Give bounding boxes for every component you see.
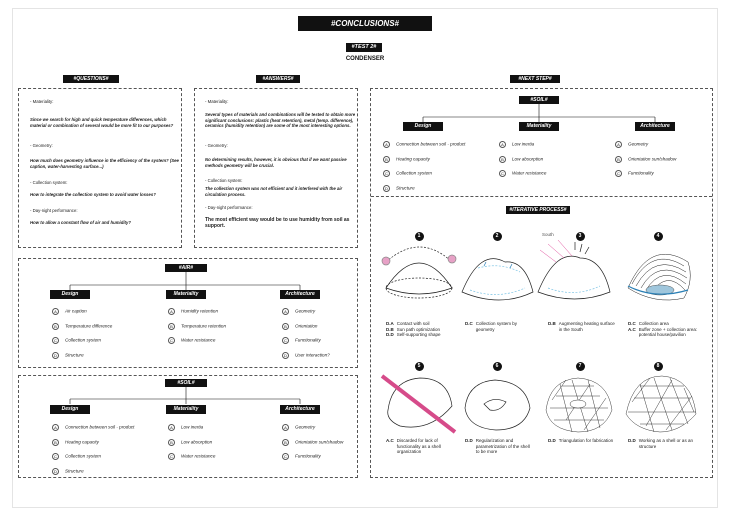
questions-label: - Day-night performance: <box>30 208 78 213</box>
caption-text: Regularization and parametrization of the shell to be more <box>475 438 530 454</box>
letter-circle-icon: A <box>52 308 59 315</box>
next-soil-title: #SOIL# <box>519 96 559 104</box>
air-item-label: Geometry <box>295 308 316 314</box>
letter-circle-icon: C <box>282 337 289 344</box>
south-label: South <box>542 232 554 237</box>
caption-code: D.C <box>628 321 636 326</box>
air-item-label: Temperature retention <box>181 323 227 329</box>
next-item-label: Low absorption <box>512 156 544 162</box>
questions-text: Since we search for high and quick temperature differences, which material or combination of several would be more fit to our purposes? <box>30 117 174 128</box>
caption-code: D.C <box>465 321 473 326</box>
caption-code: A.C <box>386 438 394 443</box>
next-step-title: #NEXT STEP# <box>510 75 560 83</box>
caption-code: D.D <box>465 438 473 443</box>
next-item-label: Collection system <box>396 170 432 176</box>
step-5-drawing <box>382 376 455 432</box>
answers-label: - Geometry: <box>205 143 228 148</box>
letter-circle-icon: D <box>52 468 59 475</box>
questions-label: - Collection system: <box>30 180 68 185</box>
air-title: #AIR# <box>165 264 207 272</box>
step-7-caption <box>548 438 616 444</box>
answers-label: - Collection system: <box>205 178 243 183</box>
letter-circle-icon: B <box>52 439 59 446</box>
caption-text: Collection system by geometry <box>475 321 518 332</box>
soil-item-label: Low absorption <box>181 439 213 445</box>
caption-code: D.A <box>386 321 394 326</box>
step-2-caption <box>465 321 533 332</box>
letter-circle-icon: C <box>615 170 622 177</box>
questions-title: #QUESTIONS# <box>63 75 119 83</box>
soil-col-architecture: Architecture <box>280 405 320 414</box>
caption-text: Sun path optimization <box>396 326 441 332</box>
air-col-architecture: Architecture <box>280 290 320 299</box>
soil-item-label: Heating capacity <box>65 439 99 445</box>
soil-item-label: Water resistance <box>181 453 216 459</box>
soil-item-label: Geometry <box>295 424 316 430</box>
questions-label: - Materiality: <box>30 99 54 104</box>
letter-circle-icon: A <box>615 141 622 148</box>
soil-col-materiality: Materiality <box>166 405 206 414</box>
soil-item-label: Functionality <box>295 453 321 459</box>
caption-code: D.D <box>628 438 636 443</box>
condenser-subtitle: CONDENSER <box>345 56 385 62</box>
air-item-label: Collection system <box>65 337 101 343</box>
air-item-label: Functionality <box>295 337 321 343</box>
step-3-number: 3 <box>576 232 585 241</box>
step-8-number: 8 <box>654 362 663 371</box>
air-item-label: User interaction? <box>295 352 330 358</box>
letter-circle-icon: A <box>168 308 175 315</box>
caption-text: Discarded for lack of functionality as a shell organization <box>396 438 441 454</box>
test-badge: #TEST 2# <box>346 43 382 52</box>
letter-circle-icon: D <box>383 185 390 192</box>
step-3-drawing <box>538 240 610 299</box>
letter-circle-icon: B <box>168 323 175 330</box>
next-item-label: Low inertia <box>512 141 535 147</box>
air-item-label: Water resistance <box>181 337 216 343</box>
letter-circle-icon: C <box>282 453 289 460</box>
next-item-label: Water resistance <box>512 170 547 176</box>
caption-code: D.D <box>386 332 394 337</box>
answers-label: - Day-night performance: <box>205 205 253 210</box>
caption-line <box>548 321 616 332</box>
questions-text: How to integrate the collection system to avoid water losses? <box>30 192 156 197</box>
caption-text: Contact with soil <box>396 321 430 326</box>
step-7-number: 7 <box>576 362 585 371</box>
caption-code: D.D <box>548 438 556 443</box>
air-item-label: Structure <box>65 352 84 358</box>
step-4-caption <box>628 321 706 338</box>
letter-circle-icon: C <box>52 453 59 460</box>
caption-line <box>548 438 616 444</box>
step-8-drawing <box>626 376 696 432</box>
caption-text: Collection area <box>638 321 669 326</box>
letter-circle-icon: C <box>52 337 59 344</box>
next-item-label: Orientation sun/shadow <box>628 156 677 162</box>
soil-item-label: Orientation sun/shadow <box>295 439 344 445</box>
air-item-label: Orientation <box>295 323 318 329</box>
step-8-caption <box>628 438 706 449</box>
answers-title: #ANSWERS# <box>256 75 300 83</box>
letter-circle-icon: C <box>383 170 390 177</box>
step-5-caption <box>386 438 454 455</box>
caption-text: Triangulation for fabrication <box>558 438 614 443</box>
caption-text: Working as a shell or as an structure <box>638 438 693 449</box>
letter-circle-icon: A <box>52 424 59 431</box>
questions-text: How to allow a constant flow of air and humidity? <box>30 220 131 225</box>
answers-text: The collection system was not efficient and it interfered with the air circulation process. <box>205 186 343 197</box>
step-4-number: 4 <box>654 232 663 241</box>
letter-circle-icon: A <box>383 141 390 148</box>
letter-circle-icon: B <box>615 156 622 163</box>
caption-line <box>628 327 706 338</box>
conclusions-title: #CONCLUSIONS# <box>298 16 432 31</box>
air-col-design: Design <box>50 290 90 299</box>
next-item-label: Structure <box>396 185 415 191</box>
next-col-materiality: Materiality <box>519 122 559 131</box>
step-2-number: 2 <box>493 232 502 241</box>
step-6-number: 6 <box>493 362 502 371</box>
step-4-drawing <box>628 254 690 300</box>
iterative-title: #ITERATIVE PROCESS# <box>506 206 570 214</box>
answers-label: - Materiality: <box>205 99 229 104</box>
letter-circle-icon: B <box>383 156 390 163</box>
step-1-caption <box>386 321 454 338</box>
air-item-label: Temperature difference <box>65 323 113 329</box>
letter-circle-icon: A <box>282 424 289 431</box>
next-item-label: Connection between soil - product <box>396 141 466 147</box>
letter-circle-icon: A <box>282 308 289 315</box>
caption-line <box>386 332 454 338</box>
caption-code: D.B <box>548 321 556 326</box>
letter-circle-icon: C <box>168 337 175 344</box>
step-7-drawing <box>546 378 612 432</box>
soil-item-label: Structure <box>65 468 84 474</box>
air-item-label: Humidity retention <box>181 308 219 314</box>
air-item-label: Air caption <box>65 308 87 314</box>
letter-circle-icon: D <box>52 352 59 359</box>
soil-item-label: Connection between soil - product <box>65 424 135 430</box>
letter-circle-icon: C <box>499 170 506 177</box>
next-item-label: Geometry <box>628 141 649 147</box>
questions-label: - Geometry: <box>30 143 53 148</box>
air-col-materiality: Materiality <box>166 290 206 299</box>
caption-line <box>465 321 533 332</box>
step-6-caption <box>465 438 533 455</box>
letter-circle-icon: B <box>52 323 59 330</box>
caption-text: Buffer zone + collection area: potential house/pavilion <box>638 326 698 337</box>
caption-text: Augmenting heating surface in the South <box>558 321 615 332</box>
step-1-dome-drawing <box>382 247 456 298</box>
letter-circle-icon: C <box>168 453 175 460</box>
questions-text: How much does geometry influence in the efficiency of the system? (See caption, water-harvesting surface...) <box>30 158 179 169</box>
caption-text: Self-supporting shape <box>396 332 441 337</box>
soil-item-label: Low inertia <box>181 424 204 430</box>
caption-line <box>386 438 454 455</box>
step-5-number: 5 <box>415 362 424 371</box>
letter-circle-icon: B <box>499 156 506 163</box>
letter-circle-icon: D <box>282 352 289 359</box>
step-1-number: 1 <box>415 232 424 241</box>
letter-circle-icon: B <box>282 439 289 446</box>
letter-circle-icon: A <box>499 141 506 148</box>
caption-line <box>628 438 706 449</box>
next-item-label: Functionality <box>628 170 654 176</box>
answers-text: Several types of materials and combinations will be tested to obtain more significant conclusions: plastic (heat retention), metal (temp. difference), ceramics (humidity retention) are some of the most interesting options. <box>205 112 356 129</box>
step-2-drawing <box>462 259 533 300</box>
answers-text: The most efficient way would be to use humidity from soil as support. <box>205 217 350 230</box>
step-3-caption <box>548 321 616 332</box>
answers-text: No determining results, however, it is obvious that if we want passive methods geometry will be crucial. <box>205 157 347 168</box>
soil-item-label: Collection system <box>65 453 101 459</box>
soil-title: #SOIL# <box>165 379 207 387</box>
caption-code: A.C <box>628 326 636 332</box>
caption-code: D.B <box>386 326 394 332</box>
next-col-design: Design <box>403 122 443 131</box>
letter-circle-icon: B <box>168 439 175 446</box>
step-6-drawing <box>465 380 530 430</box>
next-col-architecture: Architecture <box>635 122 675 131</box>
next-item-label: Heating capacity <box>396 156 430 162</box>
letter-circle-icon: A <box>168 424 175 431</box>
letter-circle-icon: B <box>282 323 289 330</box>
soil-col-design: Design <box>50 405 90 414</box>
caption-line <box>465 438 533 455</box>
